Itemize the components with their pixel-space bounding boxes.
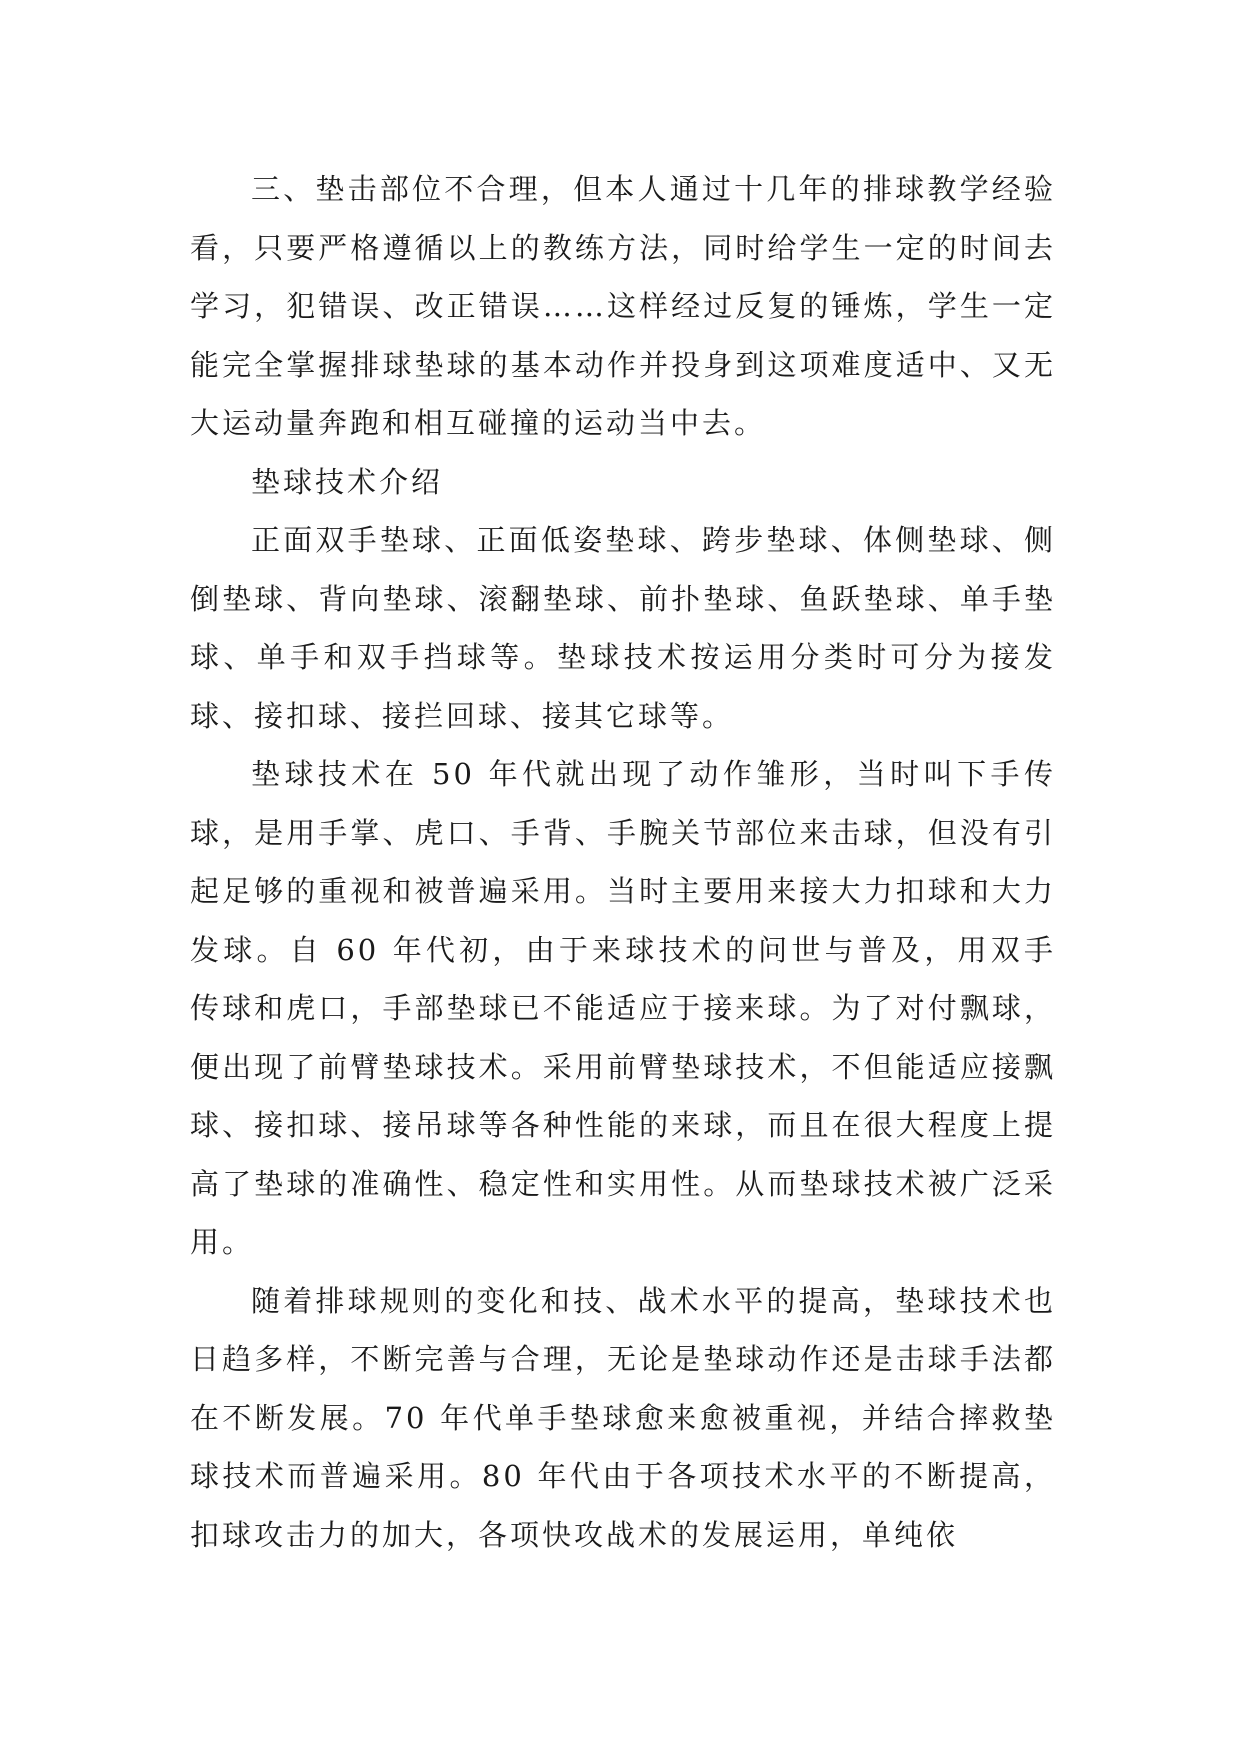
section-heading: 垫球技术介绍	[251, 464, 444, 499]
paragraph-1: 三、垫击部位不合理，但本人通过十几年的排球教学经验看，只要严格遵循以上的教练方法，同时给学生一定的时间去学习，犯错误、改正错误……这样经过反复的锤炼，学生一定能完全掌握排球垫球的基本动作并投身到这项难度适中、又无大运动量奔跑和相互碰撞的运动当中去。	[190, 172, 1056, 440]
paragraph-4: 随着排球规则的变化和技、战术水平的提高，垫球技术也日趋多样，不断完善与合理，无论是垫球动作还是击球手法都在不断发展。70 年代单手垫球愈来愈被重视，并结合摔救垫球技术而普遍采用。80 年代由于各项技术水平的不断提高，扣球攻击力的加大，各项快攻战术的发展运用，单纯依	[190, 1283, 1056, 1552]
paragraph-2: 正面双手垫球、正面低姿垫球、跨步垫球、体侧垫球、侧倒垫球、背向垫球、滚翻垫球、前扑垫球、鱼跃垫球、单手垫球、单手和双手挡球等。垫球技术按运用分类时可分为接发球、接扣球、接拦回球、接其它球等。	[190, 523, 1056, 733]
paragraph-3: 垫球技术在 50 年代就出现了动作雏形，当时叫下手传球，是用手掌、虎口、手背、手腕关节部位来击球，但没有引起足够的重视和被普遍采用。当时主要用来接大力扣球和大力发球。自 60 年代初，由于来球技术的问世与普及，用双手传球和虎口，手部垫球已不能适应于接来球。为了对付飘球，便出现了前臂垫球技术。采用前臂垫球技术，不但能适应接飘球、接扣球、接吊球等各种性能的来球，而且在很大程度上提高了垫球的准确性、稳定性和实用性。从而垫球技术被广泛采用。	[190, 757, 1056, 1259]
document-body	[190, 160, 1056, 1564]
